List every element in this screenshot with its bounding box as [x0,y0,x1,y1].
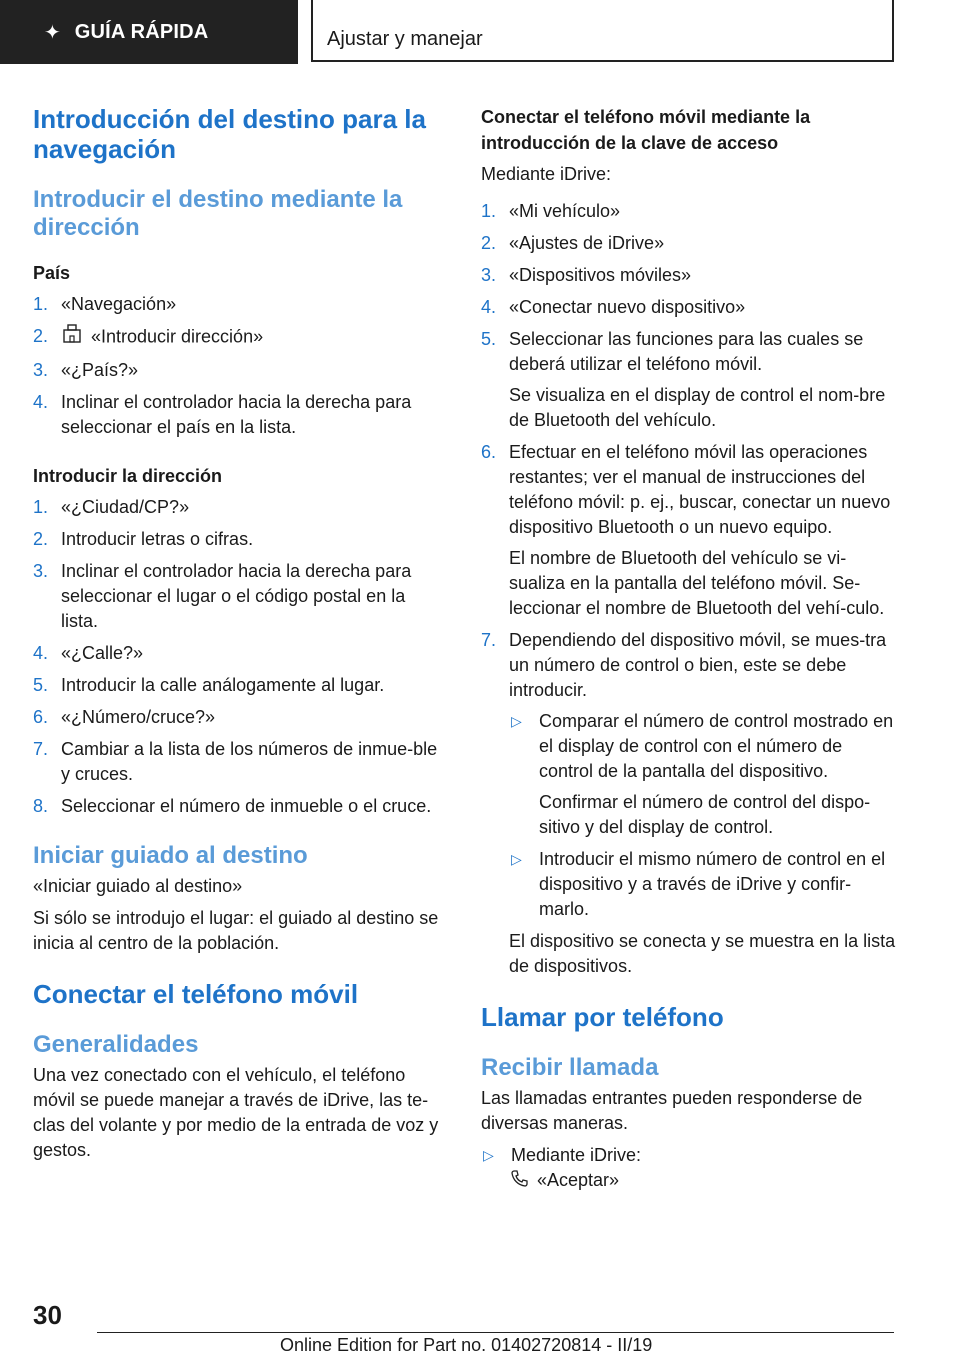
mediante-idrive: Mediante iDrive: [481,164,612,184]
list-item: 4. Inclinar el controlador hacia la derecha para seleccionar el país en la lista. [33,392,412,437]
bullet-item: ▷ Comparar el número de control mostrado en el display de control con el número de control de la pantalla del dispositivo. Confirmar el número de control del dispo‐sitivo y del display de control. [509,709,896,840]
list-item: 8. Seleccionar el número de inmueble o el cruce. [33,796,432,816]
recibir-text: Las llamadas entrantes pueden responderse de diversas maneras. [481,1088,863,1133]
heading-iniciar-guiado: Iniciar guiado al destino [33,842,308,869]
list-item: 5. Introducir la calle análogamente al lugar. [33,675,385,695]
list-item: 6. «¿Número/cruce?» [33,707,216,727]
heading-generalidades: Generalidades [33,1031,199,1058]
list-item: 7. Cambiar a la lista de los números de inmue‐ble y cruces. [33,739,438,784]
step-note: Se visualiza en el display de control el nom‐bre de Bluetooth del vehículo. [509,385,886,430]
list-item: 3. «¿País?» [33,360,139,380]
bullet-item: ▷ Mediante iDrive: «Aceptar» [481,1143,896,1194]
quick-guide-label: GUÍA RÁPIDA [74,20,209,43]
list-item: 4. «Conectar nuevo dispositivo» [481,297,746,317]
step-note: El dispositivo se conecta y se muestra en la lista de dispositivos. [509,931,896,976]
aceptar-command: «Aceptar» [537,1170,620,1190]
generalidades-text: Una vez conectado con el vehículo, el teléfono móvil se puede manejar a través de iDrive, las te‐clas del volante y por medio de la entrada de voz y gestos. [33,1065,439,1160]
iniciar-command: «Iniciar guiado al destino» [33,876,243,896]
heading-clave-acceso: Conectar el teléfono móvil mediante la introducción de la clave de acceso [481,107,811,153]
quick-guide-tab [0,0,298,64]
list-item: 2. «Ajustes de iDrive» [481,233,665,253]
footer-edition: Online Edition for Part no. 01402720814 - II/19 [280,1335,653,1355]
list-item: 2. Introducir letras o cifras. [33,529,254,549]
triangle-bullet-icon: ▷ [483,1147,494,1163]
triangle-bullet-icon: ▷ [511,851,522,867]
section-title: Ajustar y manejar [311,0,894,62]
left-column [33,104,443,1170]
list-item: 6. Efectuar en el teléfono móvil las operaciones restantes; ver el manual de instrucciones del teléfono móvil: p. ej., buscar, conectar un nuevo dispositivo Bluetooth o un nuevo equipo. El nombre de Bluetooth del vehículo se vi‐sualiza en la pantalla del teléfono móvil. Se‐leccionar el nombre de Bluetooth del vehí‐culo. [481,440,896,621]
phone-handset-icon [511,1169,529,1194]
heading-pais: País [33,263,71,283]
list-item: 3. «Dispositivos móviles» [481,265,692,285]
heading-direccion: Introducir el destino mediante la dirección [33,186,403,241]
star-burst-icon: ✦ [44,21,61,44]
list-item: 7. Dependiendo del dispositivo móvil, se mues‐tra un número de control o bien, este se debe introducir. ▷ Comparar el número de control mostrado en el display de control con el número de control de la pantalla del dispositivo. Confirmar el número de control del dispo‐sitivo y del display de control. ▷ Introducir el mismo número de control en el dispositivo y a través de iDrive y confir‐marlo. El dispositivo se conecta y se muestra en la lista de dispositivos. [481,628,896,979]
bullet-item: ▷ Introducir el mismo número de control en el dispositivo y a través de iDrive y confir‐marlo. [511,849,886,919]
heading-conectar: Conectar el teléfono móvil [33,979,359,1009]
heading-intro-direccion: Introducir la dirección [33,466,223,486]
iniciar-text: Si sólo se introdujo el lugar: el guiado al destino se inicia al centro de la población. [33,908,439,953]
heading-destino: Introducción del destino para la navegación [33,104,426,164]
pais-steps [33,292,443,440]
footer-divider [97,1332,894,1333]
list-item: 1. «¿Ciudad/CP?» [33,497,190,517]
direccion-steps [33,495,443,819]
page-header [0,0,960,66]
right-column [481,104,896,1201]
triangle-bullet-icon: ▷ [511,713,522,729]
page-number: 30 [33,1300,62,1330]
heading-llamar: Llamar por teléfono [481,1002,724,1032]
aceptar-row [511,1168,896,1194]
list-item: 4. «¿Calle?» [33,643,144,663]
list-item: 1. «Mi vehículo» [481,201,621,221]
step-note: El nombre de Bluetooth del vehículo se vi‐sualiza en la pantalla del teléfono móvil. Se‐leccionar el nombre de Bluetooth del vehí‐culo. [509,548,885,618]
list-item: 5. Seleccionar las funciones para las cuales se deberá utilizar el teléfono móvil. Se visualiza en el display de control el nom‐bre de Bluetooth del vehículo. [481,327,896,433]
conectar-steps [481,199,896,979]
list-item: 2. «Introducir dirección» [33,324,443,351]
heading-recibir: Recibir llamada [481,1054,659,1081]
bullet-note: Confirmar el número de control del dispo‐sitivo y del display de control. [539,792,871,837]
address-building-icon [61,324,83,351]
list-item: 3. Inclinar el controlador hacia la derecha para seleccionar el lugar o el código postal en la lista. [33,561,412,631]
list-item: 1. «Navegación» [33,294,177,314]
